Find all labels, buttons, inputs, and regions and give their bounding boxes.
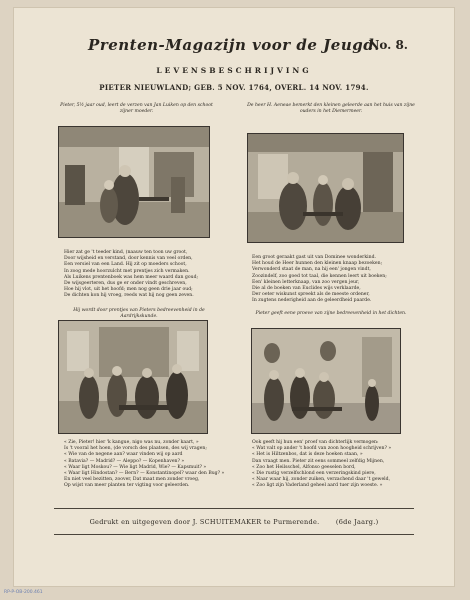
verse-line: Door wijsheid en verstand, door kennis van veel orden, (64, 256, 193, 262)
panel-1-verse (64, 250, 224, 300)
panel-3-illustration (58, 320, 208, 434)
archive-stamp: RP-P-OB-200.461 (4, 590, 43, 595)
subtitle: LEVENSBESCHRIJVING (156, 66, 312, 75)
verse-line: De wijsgeerteren, dus ge er onder vindt geschreven, (64, 281, 187, 287)
verse-line: « Naar waar hij, zonder zuiken, verzachend daar 't geweld, (252, 477, 391, 483)
panel-4-illustration (251, 328, 401, 434)
imprint-line (14, 518, 454, 526)
verse-line: « Die rustig verzelfschlond een verzeringskind piere, (252, 471, 376, 477)
imprint: Gedrukt en uitgegeven door J. SCHUITEMAKER te Purmerende. (89, 518, 320, 526)
panel-3-verse (64, 440, 229, 490)
verse-line: « Het is Hiltzenbos, dat is deze hoeken staan, » (252, 452, 363, 458)
verse-line: De dichten kon hij vroeg, reeds wat hij nog geen zeven. (64, 293, 194, 299)
footer-rule-top (54, 508, 414, 509)
verse-line: Hier zat ge 't teeder kind, (naauw ten toon uw groot, (64, 250, 188, 255)
verse-line: In zoog mede hoorzulcht met prentjes zich vermaken. (64, 268, 190, 274)
verse-line: Een groot geraakt gast uit van Dominee wonderkind. (252, 255, 376, 260)
verse-line: Verwonderd staat de man, na hij een' jongen vindt, (252, 267, 371, 273)
verse-line: « Zoo ligt zijn Vaderland geheel aard tuer zijn woeste. » (252, 483, 383, 489)
verse-line: In zugtens nederigheid aan de geleerdheid paarde. (252, 298, 372, 304)
volume-year: (6de Jaarg.) (335, 518, 379, 526)
verse-line: Het houd de Heer hunnen den kleinen knaap bezoeken; (252, 261, 383, 267)
verse-line: « Wie van de negene aan? waar vinden wij op aard (64, 452, 183, 458)
page-title: Prenten-Magazijn voor de Jeugd. (88, 36, 380, 54)
verse-line: Als Luikens prentenboek was hem meer waard dan goud; (64, 274, 199, 280)
verse-line: Een' kleinen letterknaap, van zoo vergen jeur, (252, 279, 360, 285)
panel-2-caption: De heer H. Aeneae bemerkt den kleinen geleerde aan het huis van zijne ouders in het Diemermeer. (247, 103, 415, 114)
verse-line: Die al de boeken van Euclides wijs verklaarde, (252, 286, 361, 292)
verse-line: Ook geeft hij hun een' proef van dichterlijk vermogen: (252, 440, 379, 445)
panel-3-caption: Hij wordt door prentjes van Pieters bedreevenheid in de Aardrijkskunde. (73, 308, 205, 319)
verse-line: Een versiel van een Land. Hij zit op moeders schoot, (64, 262, 187, 268)
verse-line: Hoe hij vlot, uit het hoofd; men nog geen drie jaar oud; (64, 287, 193, 293)
panel-2-verse (252, 255, 422, 305)
verse-line: Is 't vooral het hoen, (de vorsch des plaatsen, des wij vragen; (64, 446, 207, 452)
verse-line: « Wat valt op ander 't hoofd van zoon hoogheid schrijven? » (252, 446, 392, 452)
panel-2-illustration (247, 133, 404, 243)
verse-line: « Zie, Pieter! hier 'k kangue, nigo was nu, zonder kaart, » (64, 440, 199, 445)
verse-line: Op wijst van meer planten ter vigting voor geleerden. (64, 483, 190, 489)
footer-rule-bottom (54, 534, 414, 535)
verse-line: Dan vraagt men. Pieter zit eens sommeel zelfdig Mijnen, (252, 458, 385, 464)
print-sheet (14, 8, 454, 586)
panel-4-verse (252, 440, 427, 490)
panel-1-illustration (58, 126, 210, 238)
panel-4-caption: Pieter geeft eene proeve van zijne bedreevenheid in het dichten. (255, 311, 407, 316)
verse-line: « Batavia? — Madrid? — Aleppo? — Kopenhaven? » (64, 458, 185, 464)
verse-line: « Zoo het Heilsschel, Alfonso geeselen bord, (252, 464, 356, 470)
verse-line: En niet veel bezitten, zoover, Dat maat men zonder vroeg, (64, 477, 200, 483)
subject-line: PIETER NIEUWLAND; GEB. 5 NOV. 1764, OVERL. 14 NOV. 1794. (99, 83, 369, 92)
panel-1-caption: Pieter, 5½ jaar oud, leert de verzen van Jan Luiken op den schoot zijner moeder. (60, 103, 213, 114)
verse-line: Zoozindelf, zoo goed tot taal, die kennen leert uit boeken; (252, 273, 387, 279)
verse-line: « Waar ligt Moskou? — Wie ligt Madrid, Wie? — Kapsmuit? » (64, 464, 207, 470)
issue-number: No. 8. (368, 38, 408, 52)
verse-line: Der oeter wiskunst spreekt als de meeste ordener, (252, 292, 370, 298)
verse-line: « Waar ligt Hindostan? — Bern? — Konstantinopel? waar den Bug? » (64, 471, 225, 477)
